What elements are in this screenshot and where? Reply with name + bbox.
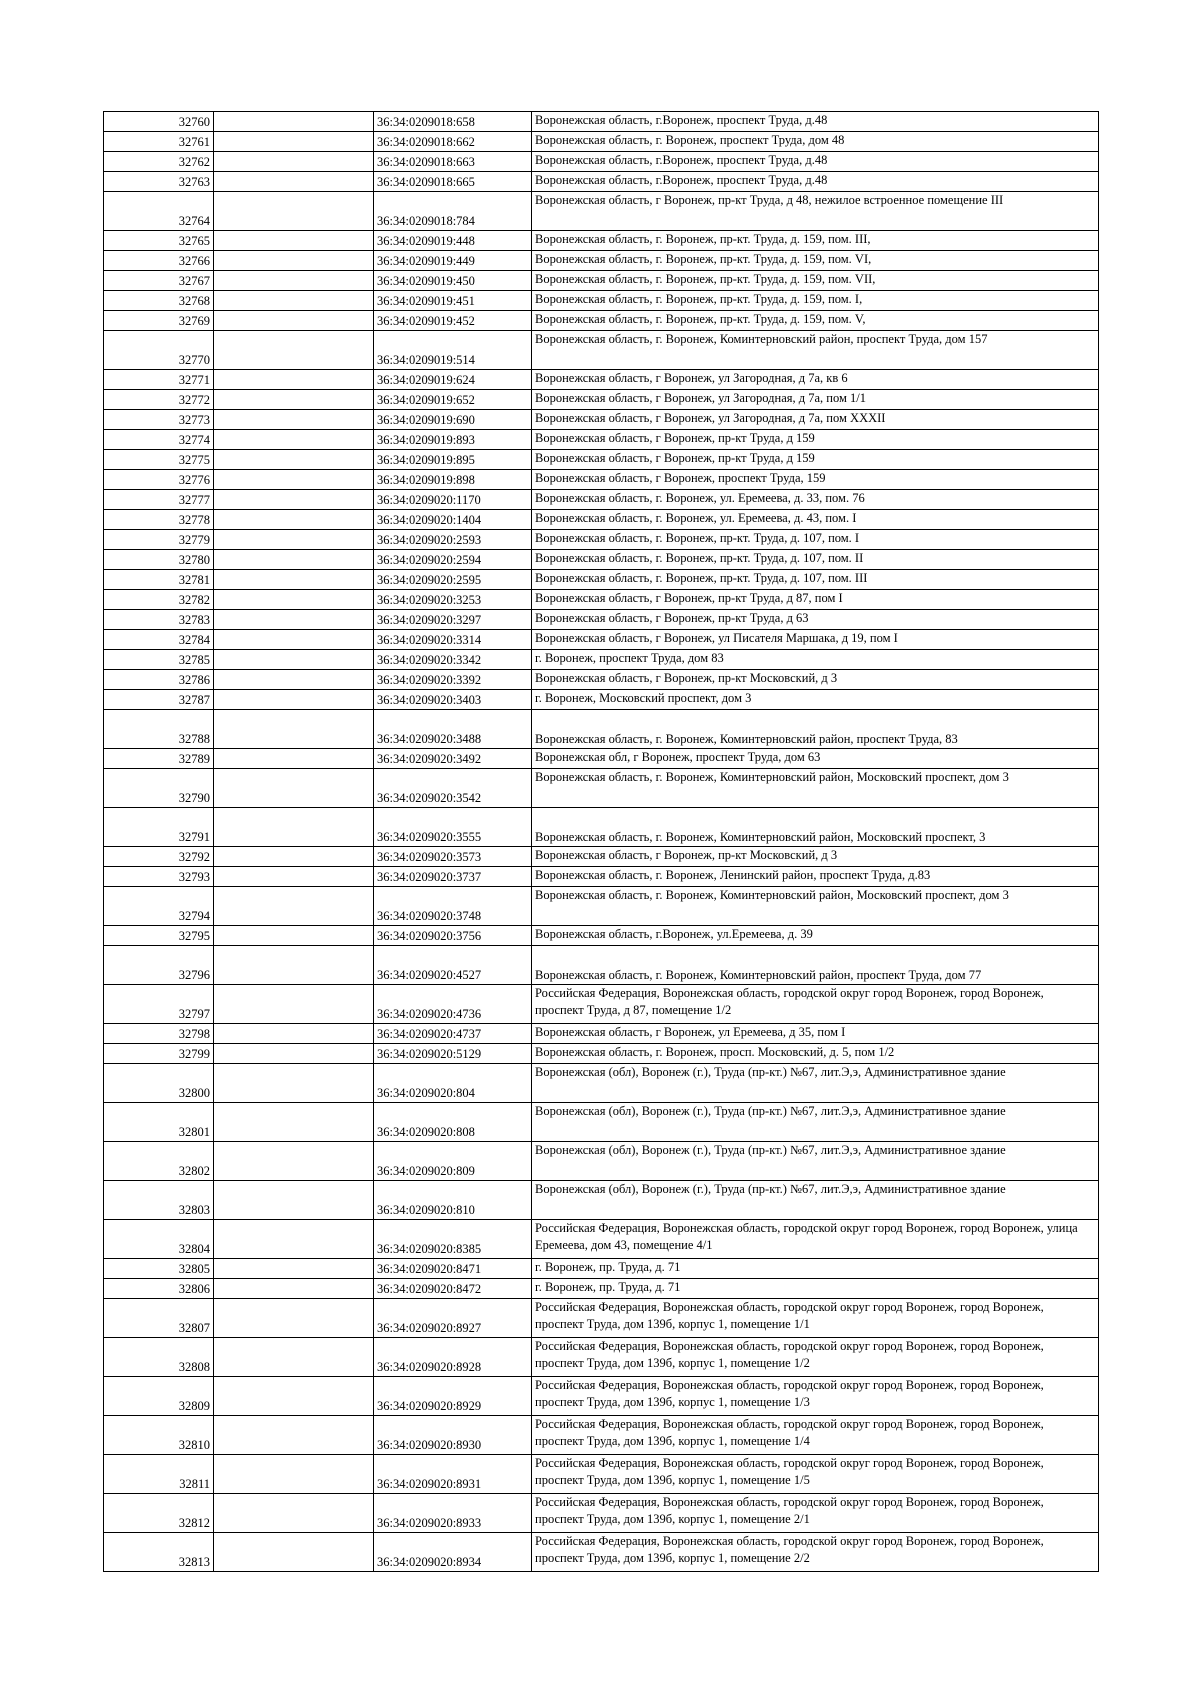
table-row [104,590,1099,610]
table-row [104,867,1099,887]
empty-cell [214,1299,374,1338]
table-row [104,1064,1099,1103]
empty-cell [214,231,374,251]
address-cell: Российская Федерация, Воронежская область, городской округ город Воронеж, город Воронеж, проспект Труда, дом 139б, корпус 1, помещение 1/5 [532,1455,1099,1494]
table-row [104,1377,1099,1416]
table-row [104,1024,1099,1044]
empty-cell [214,1377,374,1416]
empty-cell [214,470,374,490]
empty-cell [214,510,374,530]
empty-cell [214,847,374,867]
address-cell: Воронежская область, г Воронеж, ул Еремеева, д 35, пом I [532,1024,1099,1044]
row-number: 32764 [104,192,214,231]
cadastral-number: 36:34:0209019:893 [374,430,532,450]
empty-cell [214,152,374,172]
empty-cell [214,311,374,331]
empty-cell [214,1103,374,1142]
row-number: 32789 [104,749,214,769]
address-cell: Воронежская область, г. Воронеж, проспект Труда, дом 48 [532,132,1099,152]
empty-cell [214,769,374,808]
table-row [104,1044,1099,1064]
address-cell: Воронежская область, г. Воронеж, ул. Еремеева, д. 33, пом. 76 [532,490,1099,510]
empty-cell [214,1416,374,1455]
address-cell: Российская Федерация, Воронежская область, городской округ город Воронеж, город Воронеж, улица Еремеева, дом 43, помещение 4/1 [532,1220,1099,1259]
table-row [104,1299,1099,1338]
cadastral-number: 36:34:0209020:8928 [374,1338,532,1377]
table-row [104,192,1099,231]
address-cell: Воронежская область, г. Воронеж, пр-кт. Труда, д. 159, пом. III, [532,231,1099,251]
table-row [104,1181,1099,1220]
cadastral-number: 36:34:0209020:8472 [374,1279,532,1299]
empty-cell [214,749,374,769]
address-cell: Воронежская область, г. Воронеж, пр-кт. Труда, д. 159, пом. I, [532,291,1099,311]
empty-cell [214,650,374,670]
row-number: 32795 [104,926,214,946]
empty-cell [214,192,374,231]
row-number: 32806 [104,1279,214,1299]
cadastral-number: 36:34:0209019:452 [374,311,532,331]
table-row [104,610,1099,630]
table-row [104,1533,1099,1572]
row-number: 32804 [104,1220,214,1259]
address-cell: г. Воронеж, проспект Труда, дом 83 [532,650,1099,670]
cadastral-number: 36:34:0209020:1404 [374,510,532,530]
address-cell: Воронежская область, г Воронеж, пр-кт Труда, д 87, пом I [532,590,1099,610]
empty-cell [214,887,374,926]
row-number: 32785 [104,650,214,670]
cadastral-number: 36:34:0209020:8933 [374,1494,532,1533]
table-row [104,311,1099,331]
table-row [104,650,1099,670]
table-row [104,231,1099,251]
cadastral-number: 36:34:0209020:808 [374,1103,532,1142]
address-cell: Воронежская (обл), Воронеж (г.), Труда (пр-кт.) №67, лит.Э,э, Административное здание [532,1181,1099,1220]
row-number: 32807 [104,1299,214,1338]
table-row [104,291,1099,311]
empty-cell [214,450,374,470]
cadastral-number: 36:34:0209020:4736 [374,985,532,1024]
address-cell: Воронежская область, г Воронеж, пр-кт Труда, д 48, нежилое встроенное помещение III [532,192,1099,231]
empty-cell [214,946,374,985]
cadastral-number: 36:34:0209018:784 [374,192,532,231]
empty-cell [214,112,374,132]
cadastral-number: 36:34:0209019:451 [374,291,532,311]
row-number: 32776 [104,470,214,490]
empty-cell [214,690,374,710]
empty-cell [214,1494,374,1533]
empty-cell [214,331,374,370]
address-cell: Воронежская область, г Воронеж, ул Загородная, д 7а, пом 1/1 [532,390,1099,410]
address-cell: г. Воронеж, пр. Труда, д. 71 [532,1279,1099,1299]
empty-cell [214,410,374,430]
row-number: 32767 [104,271,214,291]
row-number: 32762 [104,152,214,172]
cadastral-number: 36:34:0209020:3488 [374,710,532,749]
row-number: 32797 [104,985,214,1024]
address-cell: Воронежская область, г. Воронеж, Коминтерновский район, проспект Труда, дом 157 [532,331,1099,370]
empty-cell [214,172,374,192]
row-number: 32769 [104,311,214,331]
row-number: 32779 [104,530,214,550]
address-cell: Воронежская область, г. Воронеж, пр-кт. Труда, д. 107, пом. III [532,570,1099,590]
empty-cell [214,271,374,291]
cadastral-number: 36:34:0209020:3555 [374,808,532,847]
cadastral-number: 36:34:0209019:448 [374,231,532,251]
row-number: 32760 [104,112,214,132]
cadastral-number: 36:34:0209019:449 [374,251,532,271]
address-cell: Воронежская область, г.Воронеж, ул.Еремеева, д. 39 [532,926,1099,946]
row-number: 32773 [104,410,214,430]
address-cell: Воронежская область, г Воронеж, пр-кт Труда, д 159 [532,430,1099,450]
table-row [104,1259,1099,1279]
row-number: 32787 [104,690,214,710]
table-row [104,370,1099,390]
cadastral-number: 36:34:0209020:8927 [374,1299,532,1338]
address-cell: Воронежская область, г Воронеж, ул Писателя Маршака, д 19, пом I [532,630,1099,650]
address-cell: Российская Федерация, Воронежская область, городской округ город Воронеж, город Воронеж, проспект Труда, дом 139б, корпус 1, помещение 2/2 [532,1533,1099,1572]
empty-cell [214,1259,374,1279]
cadastral-number: 36:34:0209020:2593 [374,530,532,550]
empty-cell [214,1044,374,1064]
row-number: 32761 [104,132,214,152]
table-row [104,1455,1099,1494]
cadastral-number: 36:34:0209020:809 [374,1142,532,1181]
address-cell: Воронежская область, г.Воронеж, проспект Труда, д.48 [532,112,1099,132]
empty-cell [214,370,374,390]
empty-cell [214,530,374,550]
empty-cell [214,710,374,749]
address-cell: Воронежская область, г. Воронеж, Коминтерновский район, Московский проспект, 3 [532,808,1099,847]
cadastral-number: 36:34:0209020:8929 [374,1377,532,1416]
table-row [104,1142,1099,1181]
empty-cell [214,251,374,271]
cadastral-number: 36:34:0209019:895 [374,450,532,470]
address-cell: Воронежская область, г. Воронеж, ул. Еремеева, д. 43, пом. I [532,510,1099,530]
empty-cell [214,291,374,311]
address-cell: Российская Федерация, Воронежская область, городской округ город Воронеж, город Воронеж, проспект Труда, дом 139б, корпус 1, помещение 1/1 [532,1299,1099,1338]
empty-cell [214,610,374,630]
row-number: 32802 [104,1142,214,1181]
cadastral-number: 36:34:0209020:3314 [374,630,532,650]
table-row [104,985,1099,1024]
row-number: 32813 [104,1533,214,1572]
cadastral-number: 36:34:0209018:665 [374,172,532,192]
address-cell: г. Воронеж, пр. Труда, д. 71 [532,1259,1099,1279]
row-number: 32782 [104,590,214,610]
address-cell: г. Воронеж, Московский проспект, дом 3 [532,690,1099,710]
table-body [104,112,1099,1572]
cadastral-number: 36:34:0209020:4527 [374,946,532,985]
row-number: 32792 [104,847,214,867]
table-row [104,251,1099,271]
table-row [104,331,1099,370]
empty-cell [214,1455,374,1494]
cadastral-number: 36:34:0209018:663 [374,152,532,172]
address-cell: Воронежская область, г. Воронеж, Коминтерновский район, проспект Труда, дом 77 [532,946,1099,985]
cadastral-number: 36:34:0209020:3342 [374,650,532,670]
empty-cell [214,630,374,650]
cadastral-number: 36:34:0209020:810 [374,1181,532,1220]
empty-cell [214,926,374,946]
cadastral-number: 36:34:0209020:804 [374,1064,532,1103]
cadastral-number: 36:34:0209020:8930 [374,1416,532,1455]
address-cell: Воронежская область, г. Воронеж, пр-кт. Труда, д. 107, пом. II [532,550,1099,570]
row-number: 32791 [104,808,214,847]
address-cell: Российская Федерация, Воронежская область, городской округ город Воронеж, город Воронеж, проспект Труда, дом 139б, корпус 1, помещение 1/4 [532,1416,1099,1455]
row-number: 32772 [104,390,214,410]
row-number: 32800 [104,1064,214,1103]
address-cell: Российская Федерация, Воронежская область, городской округ город Воронеж, город Воронеж, проспект Труда, дом 139б, корпус 1, помещение 1/2 [532,1338,1099,1377]
table-row [104,112,1099,132]
cadastral-number: 36:34:0209020:3748 [374,887,532,926]
row-number: 32778 [104,510,214,530]
table-row [104,749,1099,769]
table-row [104,430,1099,450]
address-cell: Воронежская область, г Воронеж, ул Загородная, д 7а, кв 6 [532,370,1099,390]
table-row [104,490,1099,510]
cadastral-number: 36:34:0209020:8934 [374,1533,532,1572]
empty-cell [214,1533,374,1572]
empty-cell [214,1338,374,1377]
empty-cell [214,1181,374,1220]
table-row [104,690,1099,710]
empty-cell [214,1142,374,1181]
cadastral-number: 36:34:0209019:450 [374,271,532,291]
table-row [104,132,1099,152]
address-cell: Российская Федерация, Воронежская область, городской округ город Воронеж, город Воронеж, проспект Труда, дом 139б, корпус 1, помещение 2/1 [532,1494,1099,1533]
table-row [104,271,1099,291]
cadastral-number: 36:34:0209019:898 [374,470,532,490]
empty-cell [214,490,374,510]
address-cell: Воронежская обл, г Воронеж, проспект Труда, дом 63 [532,749,1099,769]
cadastral-number: 36:34:0209020:3573 [374,847,532,867]
address-cell: Воронежская область, г. Воронеж, пр-кт. Труда, д. 159, пом. V, [532,311,1099,331]
empty-cell [214,1064,374,1103]
row-number: 32765 [104,231,214,251]
table-row [104,172,1099,192]
cadastral-number: 36:34:0209020:3403 [374,690,532,710]
address-cell: Воронежская область, г.Воронеж, проспект Труда, д.48 [532,172,1099,192]
table-row [104,450,1099,470]
table-row [104,887,1099,926]
address-cell: Воронежская (обл), Воронеж (г.), Труда (пр-кт.) №67, лит.Э,э, Административное здание [532,1103,1099,1142]
cadastral-number: 36:34:0209020:8931 [374,1455,532,1494]
address-cell: Российская Федерация, Воронежская область, городской округ город Воронеж, город Воронеж, проспект Труда, дом 139б, корпус 1, помещение 1/3 [532,1377,1099,1416]
cadastral-number: 36:34:0209020:3756 [374,926,532,946]
table-row [104,152,1099,172]
table-row [104,1279,1099,1299]
table-row [104,847,1099,867]
row-number: 32796 [104,946,214,985]
empty-cell [214,670,374,690]
cadastral-number: 36:34:0209020:2594 [374,550,532,570]
row-number: 32781 [104,570,214,590]
address-cell: Воронежская область, г Воронеж, проспект Труда, 159 [532,470,1099,490]
address-cell: Воронежская область, г. Воронеж, пр-кт. Труда, д. 159, пом. VI, [532,251,1099,271]
address-cell: Воронежская область, г. Воронеж, Коминтерновский район, проспект Труда, 83 [532,710,1099,749]
cadastral-number: 36:34:0209019:514 [374,331,532,370]
table-row [104,946,1099,985]
table-row [104,670,1099,690]
row-number: 32771 [104,370,214,390]
empty-cell [214,550,374,570]
row-number: 32770 [104,331,214,370]
table-row [104,630,1099,650]
empty-cell [214,808,374,847]
row-number: 32766 [104,251,214,271]
cadastral-number: 36:34:0209020:5129 [374,1044,532,1064]
table-row [104,710,1099,749]
address-cell: Воронежская область, г. Воронеж, пр-кт. Труда, д. 107, пом. I [532,530,1099,550]
address-cell: Воронежская область, г. Воронеж, Коминтерновский район, Московский проспект, дом 3 [532,769,1099,808]
cadastral-number: 36:34:0209020:3542 [374,769,532,808]
cadastral-number: 36:34:0209019:624 [374,370,532,390]
empty-cell [214,1024,374,1044]
address-cell: Воронежская (обл), Воронеж (г.), Труда (пр-кт.) №67, лит.Э,э, Административное здание [532,1064,1099,1103]
table-row [104,410,1099,430]
row-number: 32775 [104,450,214,470]
empty-cell [214,430,374,450]
cadastral-number: 36:34:0209020:8385 [374,1220,532,1259]
row-number: 32763 [104,172,214,192]
row-number: 32803 [104,1181,214,1220]
address-cell: Воронежская область, г. Воронеж, просп. Московский, д. 5, пом 1/2 [532,1044,1099,1064]
table-row [104,1103,1099,1142]
cadastral-number: 36:34:0209020:1170 [374,490,532,510]
row-number: 32799 [104,1044,214,1064]
cadastral-number: 36:34:0209020:3492 [374,749,532,769]
row-number: 32768 [104,291,214,311]
table-row [104,926,1099,946]
empty-cell [214,132,374,152]
empty-cell [214,1220,374,1259]
table-row [104,550,1099,570]
table-row [104,530,1099,550]
cadastral-number: 36:34:0209020:4737 [374,1024,532,1044]
row-number: 32786 [104,670,214,690]
address-cell: Воронежская область, г Воронеж, пр-кт Труда, д 63 [532,610,1099,630]
cadastral-number: 36:34:0209020:3297 [374,610,532,630]
table-row [104,1494,1099,1533]
table-row [104,570,1099,590]
cadastral-number: 36:34:0209019:690 [374,410,532,430]
address-cell: Воронежская область, г Воронеж, ул Загородная, д 7а, пом XXXII [532,410,1099,430]
table-row [104,390,1099,410]
table-row [104,1338,1099,1377]
cadastral-number: 36:34:0209020:3737 [374,867,532,887]
row-number: 32780 [104,550,214,570]
row-number: 32774 [104,430,214,450]
cadastral-number: 36:34:0209018:658 [374,112,532,132]
cadastral-number: 36:34:0209020:3392 [374,670,532,690]
row-number: 32810 [104,1416,214,1455]
address-cell: Воронежская (обл), Воронеж (г.), Труда (пр-кт.) №67, лит.Э,э, Административное здание [532,1142,1099,1181]
cadastral-number: 36:34:0209020:2595 [374,570,532,590]
empty-cell [214,1279,374,1299]
row-number: 32808 [104,1338,214,1377]
address-cell: Воронежская область, г Воронеж, пр-кт Московский, д 3 [532,847,1099,867]
row-number: 32794 [104,887,214,926]
address-cell: Воронежская область, г.Воронеж, проспект Труда, д.48 [532,152,1099,172]
property-register-table [103,111,1099,1572]
row-number: 32798 [104,1024,214,1044]
address-cell: Воронежская область, г Воронеж, пр-кт Московский, д 3 [532,670,1099,690]
table-row [104,808,1099,847]
address-cell: Российская Федерация, Воронежская область, городской округ город Воронеж, город Воронеж, проспект Труда, д 87, помещение 1/2 [532,985,1099,1024]
table-row [104,510,1099,530]
cadastral-number: 36:34:0209020:3253 [374,590,532,610]
empty-cell [214,867,374,887]
row-number: 32811 [104,1455,214,1494]
cadastral-number: 36:34:0209018:662 [374,132,532,152]
row-number: 32777 [104,490,214,510]
empty-cell [214,985,374,1024]
address-cell: Воронежская область, г. Воронеж, Ленинский район, проспект Труда, д.83 [532,867,1099,887]
table-row [104,769,1099,808]
row-number: 32783 [104,610,214,630]
address-cell: Воронежская область, г. Воронеж, Коминтерновский район, Московский проспект, дом 3 [532,887,1099,926]
empty-cell [214,590,374,610]
row-number: 32805 [104,1259,214,1279]
row-number: 32809 [104,1377,214,1416]
table-row [104,1416,1099,1455]
cadastral-number: 36:34:0209019:652 [374,390,532,410]
row-number: 32784 [104,630,214,650]
address-cell: Воронежская область, г. Воронеж, пр-кт. Труда, д. 159, пом. VII, [532,271,1099,291]
row-number: 32790 [104,769,214,808]
address-cell: Воронежская область, г Воронеж, пр-кт Труда, д 159 [532,450,1099,470]
cadastral-number: 36:34:0209020:8471 [374,1259,532,1279]
row-number: 32793 [104,867,214,887]
empty-cell [214,390,374,410]
row-number: 32788 [104,710,214,749]
table-row [104,470,1099,490]
row-number: 32801 [104,1103,214,1142]
empty-cell [214,570,374,590]
row-number: 32812 [104,1494,214,1533]
table-row [104,1220,1099,1259]
